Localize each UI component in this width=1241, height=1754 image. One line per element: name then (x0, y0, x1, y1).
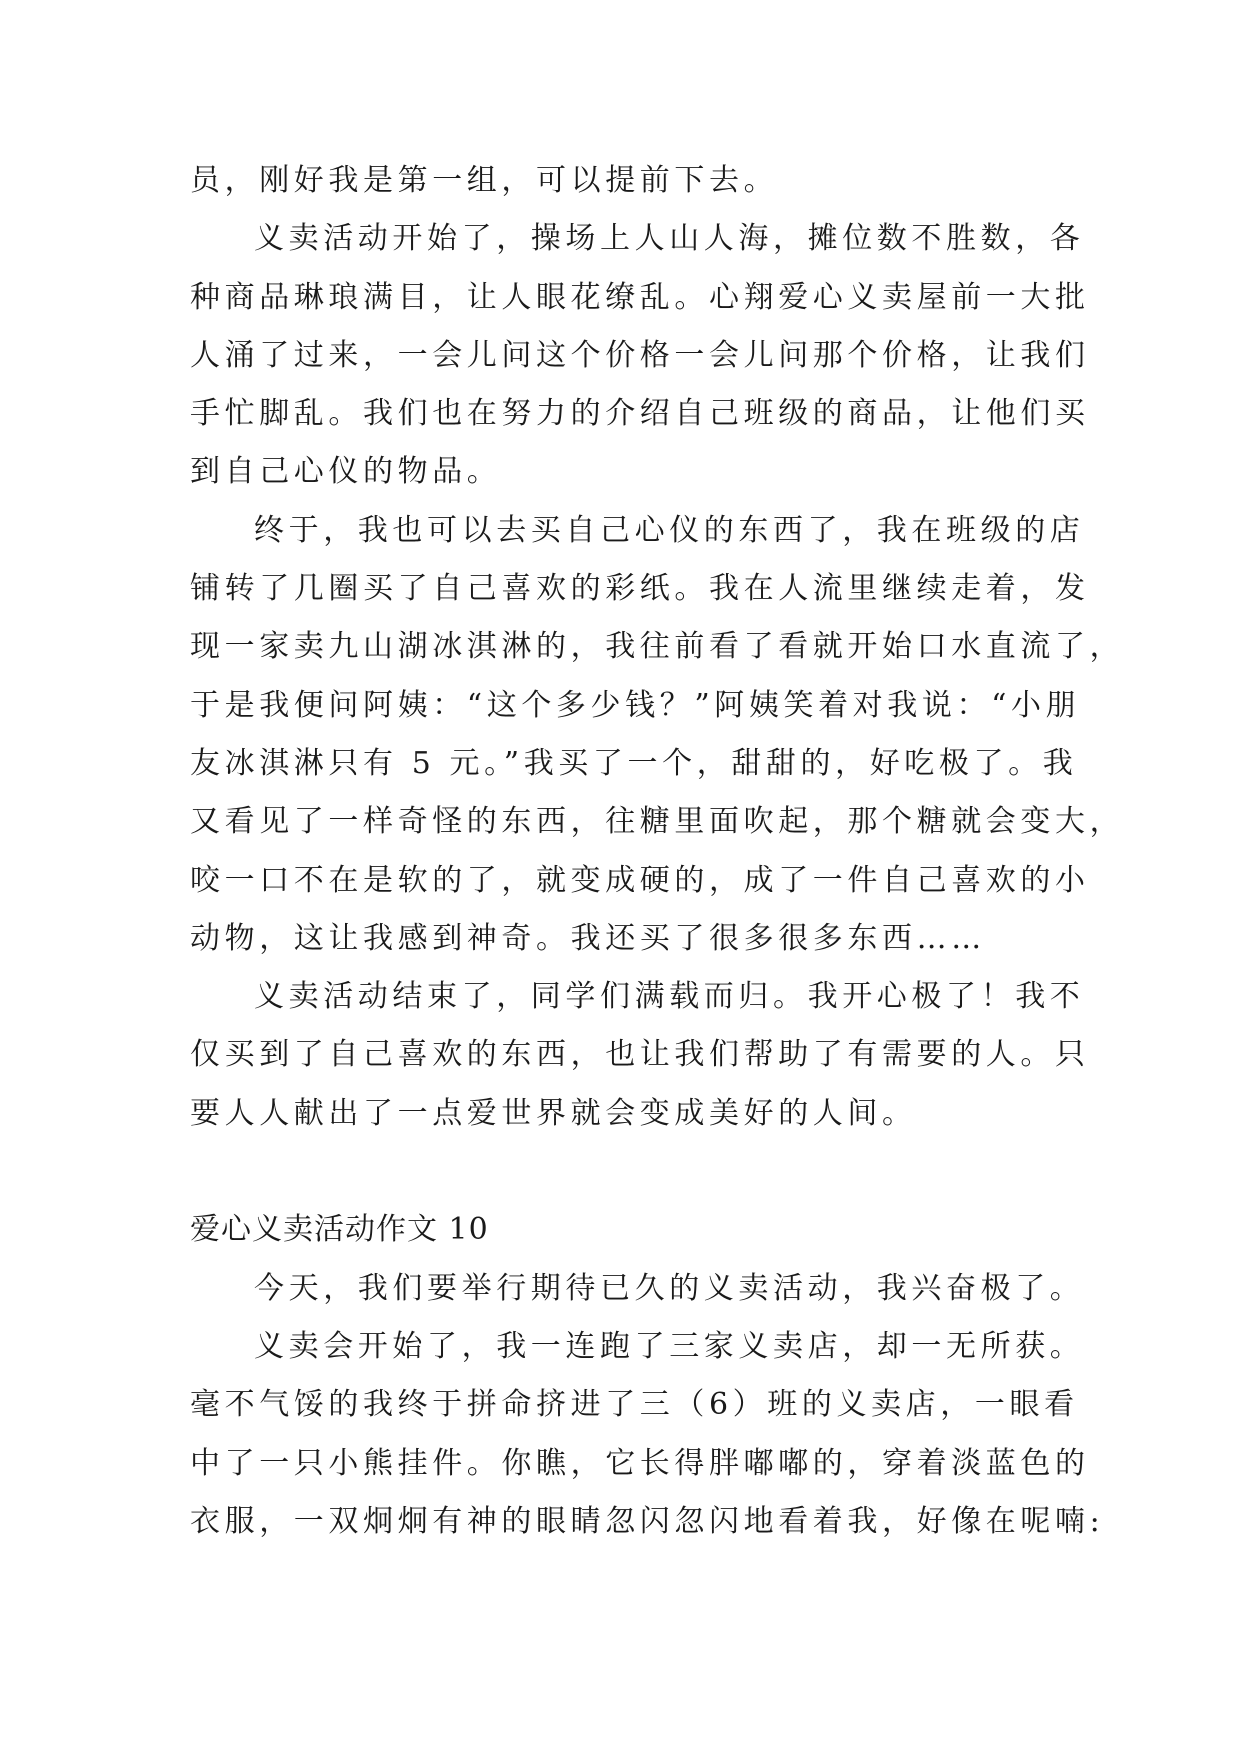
text-line: 中了一只小熊挂件。你瞧，它长得胖嘟嘟的，穿着淡蓝色的 (190, 1445, 1090, 1481)
text-line: 种商品琳琅满目，让人眼花缭乱。心翔爱心义卖屋前一大批 (190, 279, 1090, 315)
text-line: 到自己心仪的物品。 (190, 454, 502, 490)
text-line: 毫不气馁的我终于拼命挤进了三（6）班的义卖店，一眼看 (190, 1387, 1079, 1423)
text-line: 又看见了一样奇怪的东西，往糖里面吹起，那个糖就会变大， (190, 804, 1125, 840)
text-line: 铺转了几圈买了自己喜欢的彩纸。我在人流里继续走着，发 (190, 571, 1090, 607)
section-heading: 爱心义卖活动作文 10 (190, 1212, 489, 1248)
paragraph-first-line: 义卖活动结束了，同学们满载而归。我开心极了！我不 (254, 979, 1085, 1015)
text-line: 人涌了过来，一会儿问这个价格一会儿问那个价格，让我们 (190, 337, 1090, 373)
text-line: 要人人献出了一点爱世界就会变成美好的人间。 (190, 1095, 917, 1131)
text-line: 于是我便问阿姨：“这个多少钱？”阿姨笑着对我说：“小朋 (190, 687, 1081, 723)
text-line: 手忙脚乱。我们也在努力的介绍自己班级的商品，让他们买 (190, 396, 1090, 432)
text-line: 员，刚好我是第一组，可以提前下去。 (190, 163, 779, 198)
paragraph-first-line: 义卖活动开始了，操场上人山人海，摊位数不胜数，各 (254, 221, 1085, 257)
document-body (190, 152, 1125, 1551)
text-line: 仅买到了自己喜欢的东西，也让我们帮助了有需要的人。只 (190, 1037, 1090, 1073)
text-line: 咬一口不在是软的了，就变成硬的，成了一件自己喜欢的小 (190, 862, 1090, 898)
text-line: 衣服，一双炯炯有神的眼睛忽闪忽闪地看着我，好像在呢喃: (190, 1503, 1105, 1539)
text-line: 现一家卖九山湖冰淇淋的，我往前看了看就开始口水直流了， (190, 629, 1125, 665)
text-line: 友冰淇淋只有 5 元。”我买了一个，甜甜的，好吃极了。我 (190, 745, 1078, 781)
paragraph-first-line: 终于，我也可以去买自己心仪的东西了，我在班级的店 (254, 512, 1085, 548)
text-line: 动物，这让我感到神奇。我还买了很多很多东西…… (190, 920, 986, 956)
paragraph-first-line: 今天，我们要举行期待已久的义卖活动，我兴奋极了。 (254, 1270, 1085, 1306)
paragraph-first-line: 义卖会开始了，我一连跑了三家义卖店，却一无所获。 (254, 1328, 1085, 1364)
section-spacer (190, 1143, 1070, 1201)
